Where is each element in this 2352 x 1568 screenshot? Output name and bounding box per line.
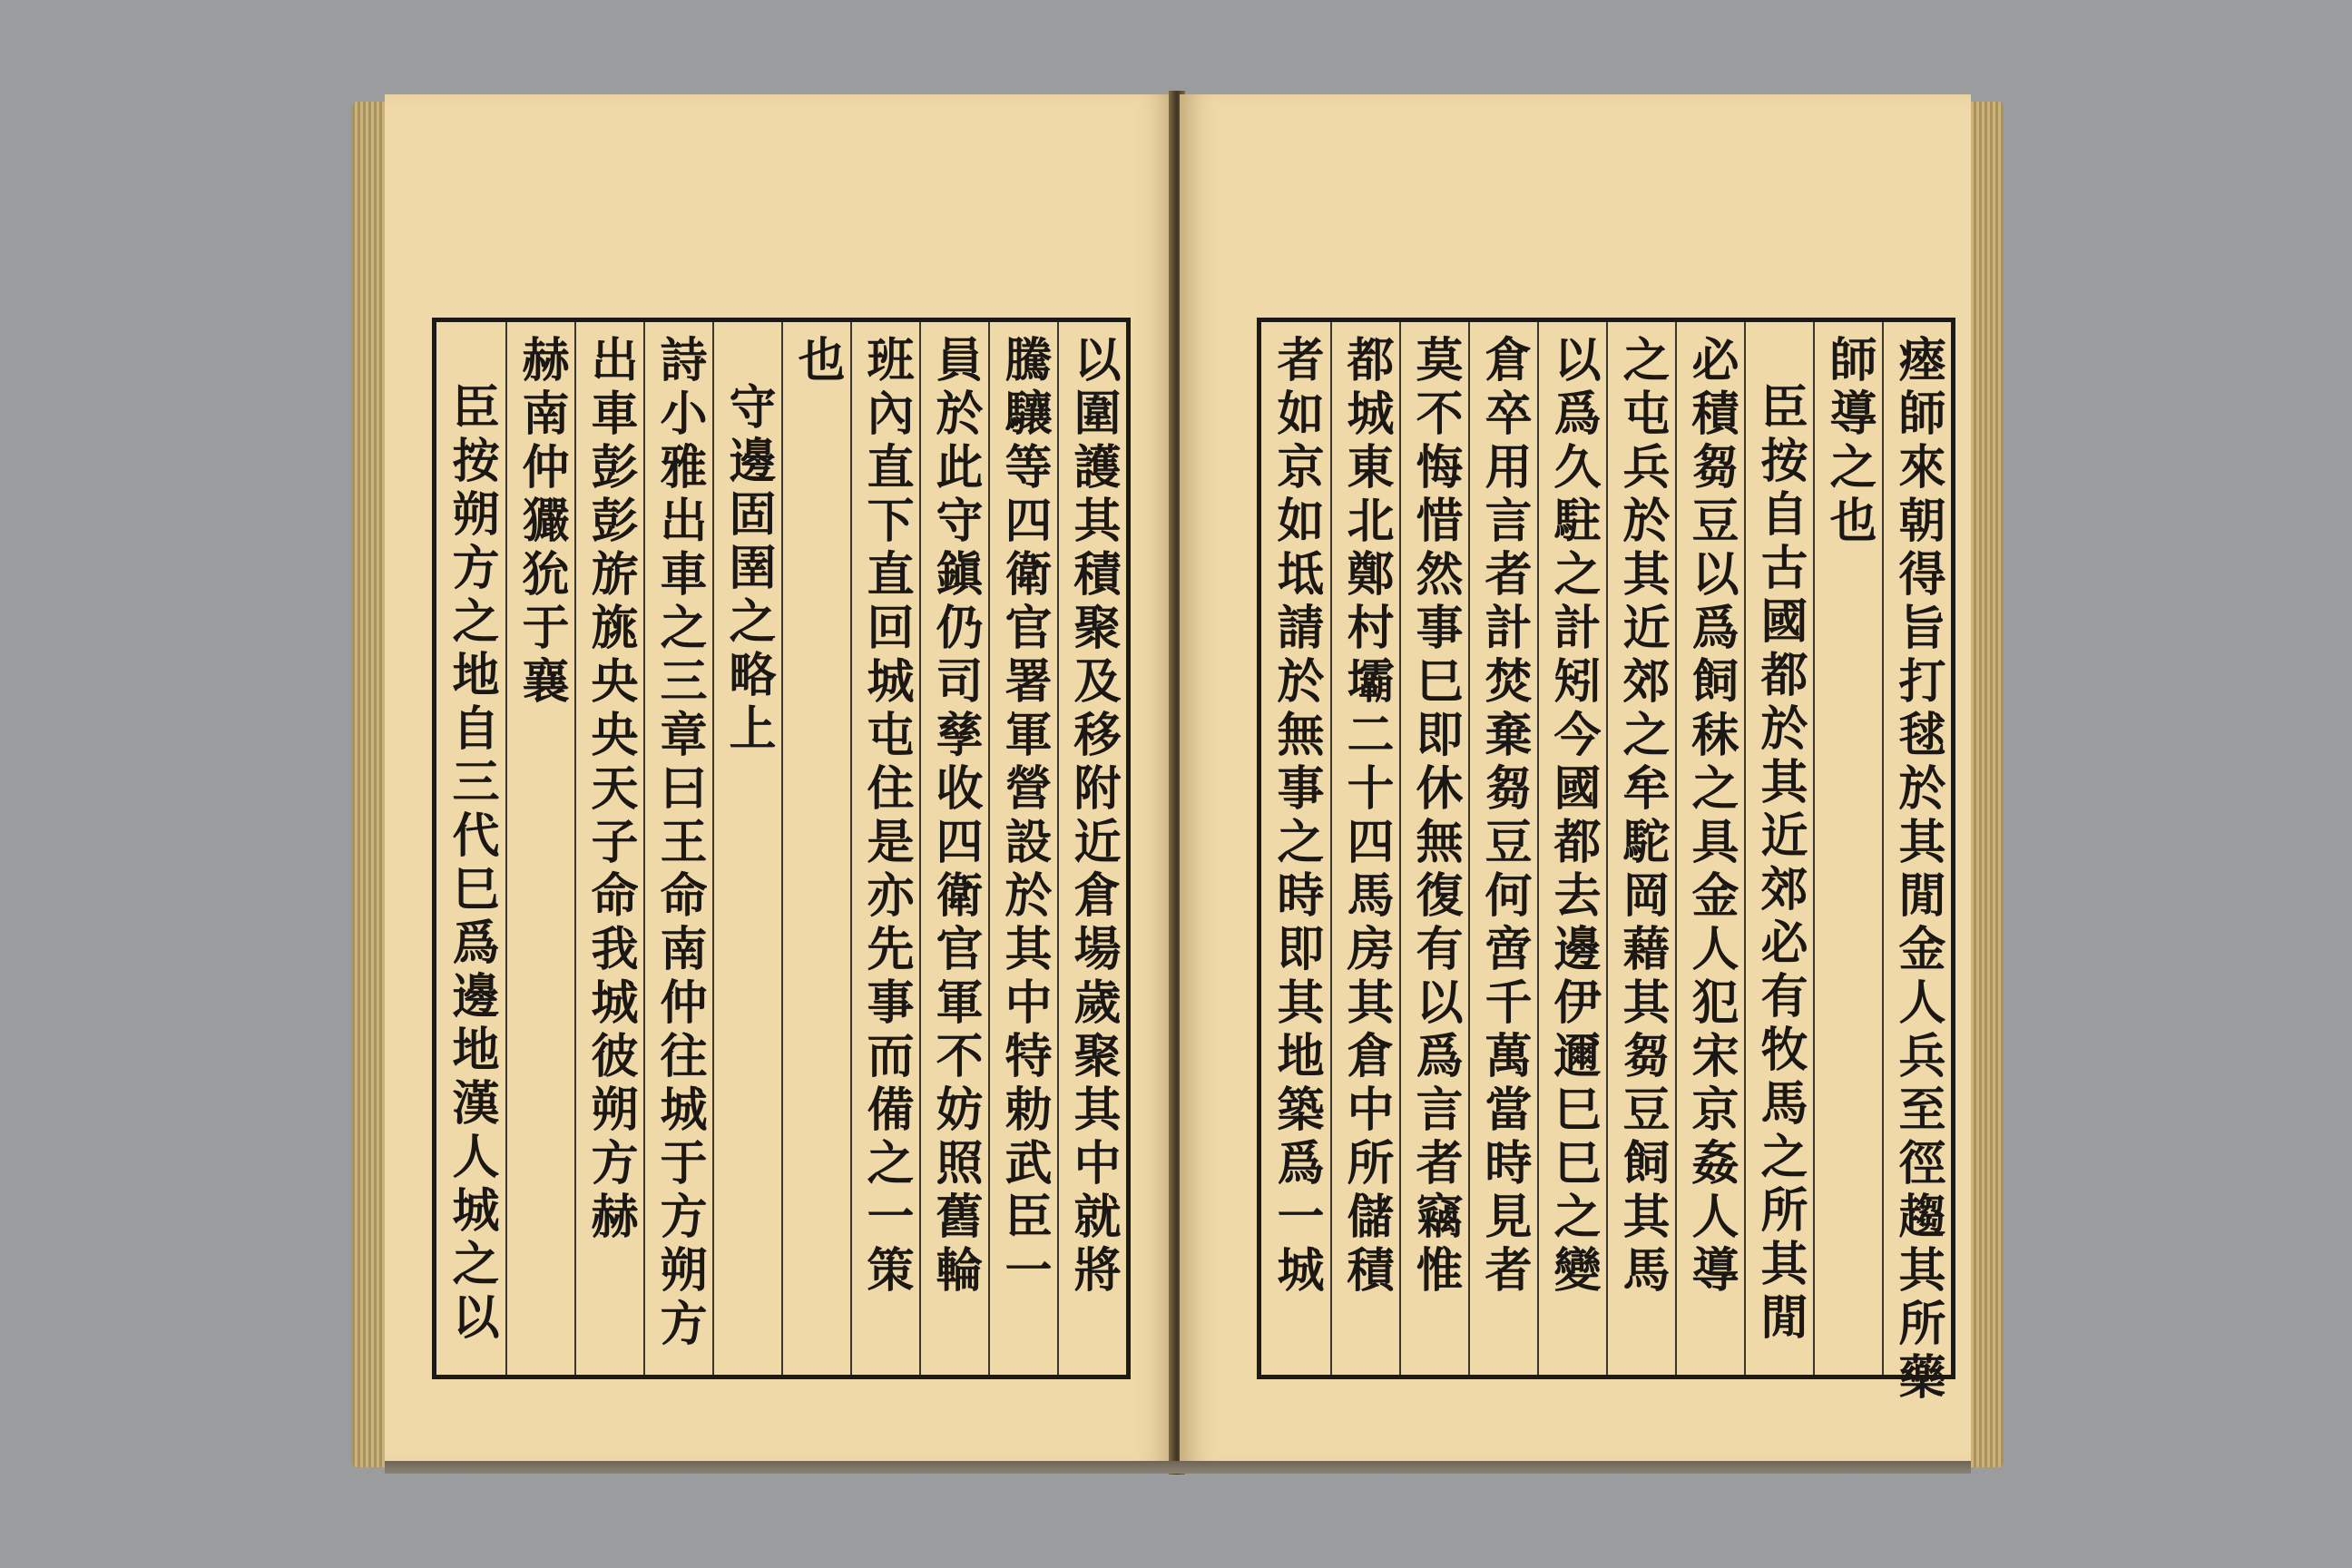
- column-text: 也: [789, 335, 845, 388]
- column-text: 必積芻豆以爲飼秣之具金人犯宋京姦人導: [1683, 335, 1739, 1298]
- column-text: 臣按自古國都於其近郊必有牧馬之所其閒: [1752, 382, 1808, 1346]
- column: [1399, 322, 1468, 1375]
- column: [988, 322, 1057, 1375]
- column-text: 之屯兵於其近郊之牟駝岡藉其芻豆飼其馬: [1614, 335, 1670, 1298]
- column-text: 者如京如坻請於無事之時即其地築爲一城: [1269, 335, 1324, 1298]
- section-heading: 守邊固圉之略上: [720, 382, 776, 757]
- page-edges-left: [352, 102, 385, 1467]
- column: [781, 322, 850, 1375]
- column: [1537, 322, 1606, 1375]
- column-text: 倉卒用言者計焚棄芻豆何啻千萬當時見者: [1476, 335, 1532, 1298]
- right-page: [1180, 94, 1971, 1466]
- page-edges-right: [1971, 102, 2004, 1467]
- column-text: 瘞師來朝得旨打毬於其閒金人兵至徑趨其所藥: [1890, 335, 1945, 1406]
- column: [643, 322, 712, 1375]
- column: [712, 322, 781, 1375]
- column-text: 師導之也: [1821, 335, 1877, 549]
- left-page: [385, 94, 1174, 1466]
- column: [505, 322, 574, 1375]
- right-text-frame: [1257, 318, 1955, 1406]
- column: [1882, 322, 1951, 1406]
- column-text: 以爲久駐之計矧今國都去邊伊邇巳巳之變: [1545, 335, 1601, 1298]
- book-bottom-edge: [385, 1461, 1971, 1474]
- column: [919, 322, 988, 1375]
- left-text-frame: [432, 318, 1131, 1379]
- column-text: 詩小雅出車之三章曰王命南仲往城于方朔方: [652, 335, 707, 1352]
- column: [1813, 322, 1882, 1375]
- column-text: 赫南仲玁狁于襄: [514, 335, 569, 710]
- column: [1057, 322, 1126, 1375]
- column: [1606, 322, 1675, 1375]
- column: [850, 322, 919, 1375]
- column-text: 臣按朔方之地自三代巳爲邊地漢人城之以: [444, 382, 499, 1346]
- column: [574, 322, 643, 1375]
- column: [1468, 322, 1537, 1375]
- column-text: 騰驤等四衛官署軍營設於其中特勅武臣一: [996, 335, 1052, 1298]
- column-text: 都城東北鄭村壩二十四馬房其倉中所儲積: [1338, 335, 1394, 1298]
- column-text: 班內直下直回城屯住是亦先事而備之一策: [858, 335, 914, 1298]
- column: [436, 322, 505, 1375]
- column-text: 以圍護其積聚及移附近倉場歲聚其中就將: [1065, 335, 1121, 1298]
- column: [1261, 322, 1330, 1375]
- column: [1675, 322, 1744, 1375]
- column-text: 員於此守鎭仍司孳收四衛官軍不妨照舊輪: [927, 335, 983, 1298]
- column: [1744, 322, 1813, 1375]
- open-book: [352, 91, 2004, 1475]
- column-text: 出車彭彭旂旐央央天子命我城彼朔方赫: [583, 335, 638, 1245]
- column: [1330, 322, 1399, 1375]
- column-text: 莫不悔惜然事巳即休無復有以爲言者竊惟: [1407, 335, 1463, 1298]
